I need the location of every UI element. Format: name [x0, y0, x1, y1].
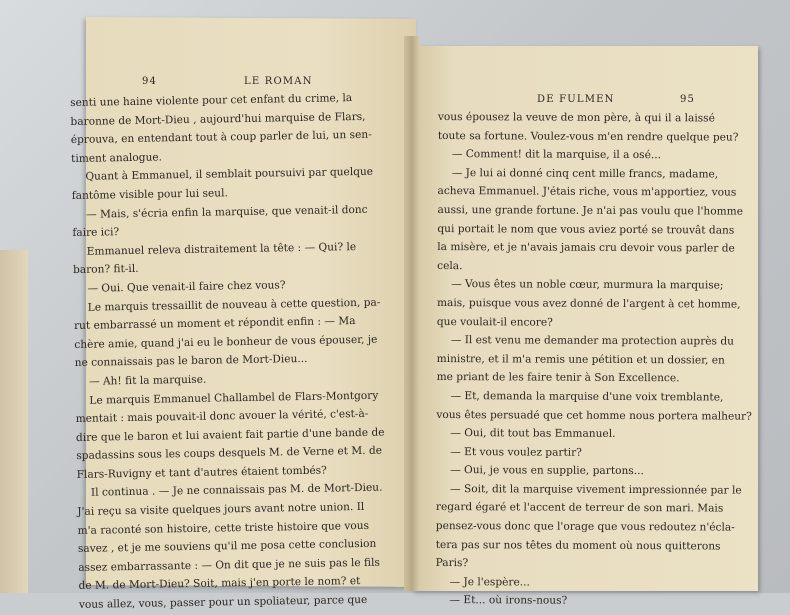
adjacent-book-edge — [0, 250, 28, 593]
text-line: fantôme visible pour lui seul. — [71, 187, 228, 202]
text-line: — Et, demanda la marquise d'une voix tremblante, — [450, 389, 724, 404]
text-line: J'ai reçu sa visite quelques jours avant notre union. Il — [77, 500, 365, 518]
text-line: timent analogue. — [71, 151, 163, 165]
text-line: Paris? — [435, 557, 469, 570]
text-line: baronne de Mort-Dieu , aujourd'hui marquise de Flars, — [70, 110, 366, 128]
text-line: que voulait-il encore? — [436, 315, 553, 329]
text-line: — Oui, dit tout bas Emmanuel. — [450, 427, 616, 441]
text-line: — Vous êtes un noble cœur, murmura la marquise; — [451, 278, 724, 292]
text-line: Le marquis Emmanuel Challambel de Flars-Montgory — [89, 389, 379, 407]
text-line: qui portait le nom que vous aviez porté se trouvât dans — [437, 222, 735, 237]
text-line: vous êtes persuadé que cet homme nous portera malheur? — [436, 408, 752, 423]
text-line: regard égaré et l'accent de terreur de son mari. Mais — [435, 501, 724, 515]
left-page-text — [70, 88, 401, 614]
text-line: éprouva, en entendant tout à coup parler de lui, un sen- — [70, 128, 372, 147]
text-line: — Comment! dit la marquise, il a osé... — [451, 148, 662, 162]
text-line: — Et... où irons-nous? — [449, 594, 568, 608]
text-line: — Soit, dit la marquise vivement impressionnée par le — [449, 482, 742, 497]
text-line: ne connaissais pas le baron de Mort-Dieu... — [74, 353, 308, 370]
text-line: — Il est venu me demander ma protection auprès du — [450, 334, 734, 348]
text-line: vous épousez la veuve de mon père, à qui il a laissé — [437, 110, 715, 125]
text-line: ministre, et il m'a remis une pétition et un dossier, en — [436, 352, 725, 367]
text-line: vous allez, vous, passer pour un spoliateur, parce que — [78, 593, 368, 611]
text-line: — Ah! fit la marquise. — [88, 373, 207, 388]
right-page-number: 95 — [680, 94, 696, 105]
text-line: acheva Emmanuel. J'étais riche, vous m'apportiez, vous — [437, 185, 737, 199]
text-line: Flars-Ruvigny et tant d'autres étaient tombés? — [76, 464, 327, 481]
text-line: dire que le baron et lui avaient fait partie d'une bande de — [75, 426, 385, 444]
text-line: — Oui. Que venait-il faire chez vous? — [87, 279, 286, 295]
text-line: Il continua . — Je ne connaissais pas M. de Mort-Dieu. — [90, 482, 383, 500]
right-running-title: DE FULMEN — [537, 94, 615, 105]
text-line: spadassins sous les coups desquels M. de Verne et M. de — [76, 444, 383, 463]
text-line: savez , et je me souviens qu'il me posa cette conclusion — [77, 537, 377, 556]
text-line: Le marquis tressaillit de nouveau à cette question, pa- — [87, 296, 381, 314]
text-line: — Je lui ai donné cinq cent mille francs, madame, — [451, 166, 719, 181]
text-line: faire ici? — [72, 226, 120, 240]
text-line: — Je l'espère... — [449, 575, 530, 589]
book-gutter — [404, 36, 420, 591]
left-running-title: LE ROMAN — [244, 76, 313, 87]
text-line: baron? fit-il. — [72, 263, 139, 277]
text-line: assez embarrassante : — On dit que je ne suis pas le fils — [78, 556, 380, 574]
text-line: toute sa fortune. Voulez-vous m'en rendre quelque peu? — [437, 129, 739, 144]
text-line: senti une haine violente pour cet enfant du crime, la — [70, 92, 353, 109]
text-line: pensez-vous donc que l'orage que vous redoutez n'écla- — [435, 520, 735, 534]
left-page-number: 94 — [142, 76, 158, 87]
text-line: m'a raconté son histoire, cette triste histoire que vous — [77, 519, 370, 537]
text-line: — Et vous voulez partir? — [450, 445, 582, 459]
text-line: Quant à Emmanuel, il semblait poursuivi par quelque — [85, 166, 374, 184]
text-line: chère amie, quand j'ai eu le bonheur de vous épouser, je — [74, 333, 378, 351]
text-line: me priant de les faire tenir à Son Excellence. — [436, 371, 680, 385]
text-line: de M. de Mort-Dieu? Soit, mais j'en porte le nom? et — [78, 575, 361, 593]
right-page-text — [435, 108, 752, 612]
text-line: — Oui, je vous en supplie, partons... — [450, 464, 644, 478]
text-line: aussi, une grande fortune. Je n'ai pas voulu que l'homme — [437, 203, 744, 218]
text-line: tera pas sur nos têtes du moment où nous quitterons — [435, 538, 721, 553]
text-line: — Mais, s'écria enfin la marquise, que venait-il donc — [85, 203, 368, 221]
text-line: rut embarrassé un moment et répondit enfin : — Ma — [73, 315, 356, 333]
text-line: cela. — [437, 259, 463, 272]
text-line: mais, puisque vous avez donné de l'argent à cet homme, — [436, 296, 741, 311]
text-line: mentait : mais pouvait-il donc avouer la vérité, c'est-à- — [75, 407, 369, 426]
text-line: Emmanuel releva distraitement la tête : — Qui? le — [86, 240, 357, 258]
text-line: la misère, et je n'avais jamais cru devoir vous parler de — [437, 241, 735, 255]
